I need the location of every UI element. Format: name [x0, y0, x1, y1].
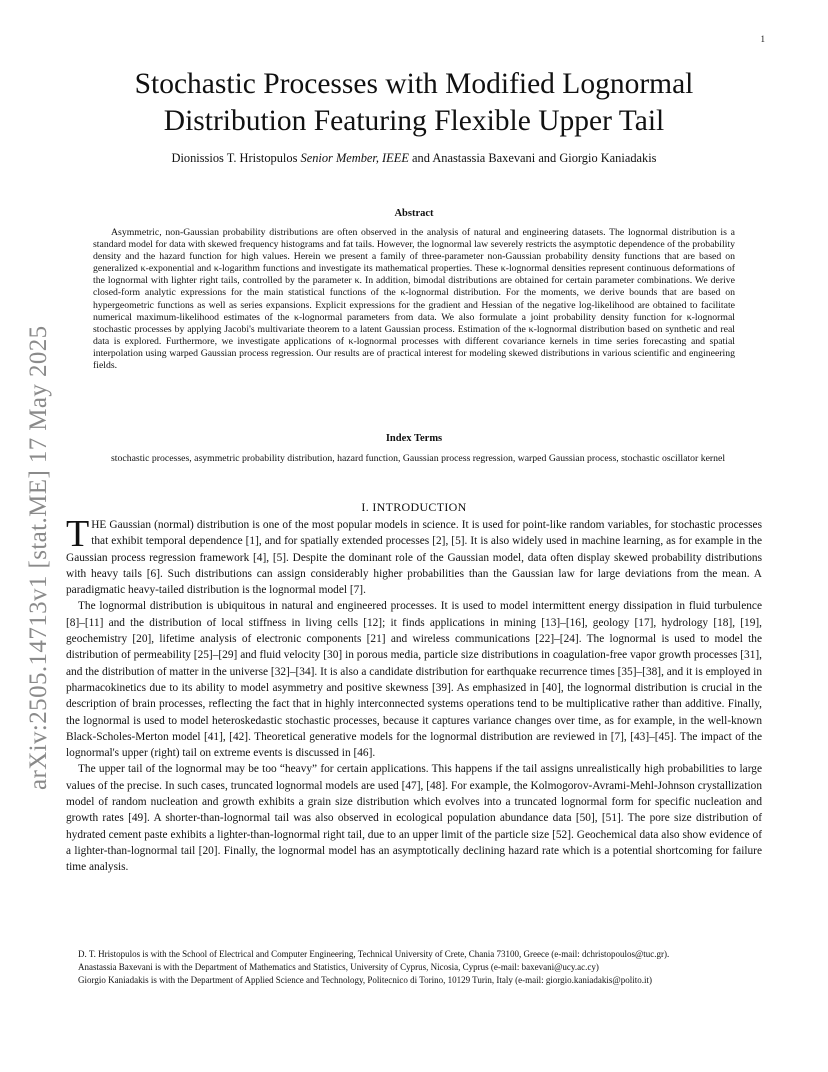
abstract-heading: Abstract — [394, 208, 434, 219]
author-line — [60, 151, 768, 166]
paper-title: Stochastic Processes with Modified Lognormal Distribution Featuring Flexible Upper Tail — [134, 68, 694, 137]
author-footnotes — [66, 948, 762, 988]
index-terms-heading: Index Terms — [385, 433, 443, 444]
drop-cap: T — [66, 513, 90, 555]
author-name: Anastassia Baxevani — [432, 151, 536, 165]
author-connector: and — [538, 151, 557, 165]
arxiv-identifier-stamp: arXiv:2505.14713v1 [stat.ME] 17 May 2025 — [25, 325, 52, 790]
page-number: 1 — [760, 34, 765, 44]
footnote: Anastassia Baxevani is with the Department of Mathematics and Statistics, University of Cyprus, Nicosia, Cyprus (e-mail: baxevani@ucy.ac.cy) — [78, 962, 599, 973]
author-role: Senior Member, IEEE — [300, 151, 409, 165]
index-terms-text: stochastic processes, asymmetric probability distribution, hazard function, Gaussian process regression, warped Gaussian process, stochastic oscillator kernel — [111, 453, 726, 464]
footnote: D. T. Hristopulos is with the School of Electrical and Computer Engineering, Technical University of Crete, Chania 73100, Greece (e-mail: dchristopoulos@tuc.gr). — [78, 949, 670, 959]
paragraph: The lognormal distribution is ubiquitous in natural and engineered processes. It is used to model intermittent energy dissipation in fluid turbulence [8]–[11] and the distribution of local stiffness in living cells [12]; it finds applications in mining [13]–[16], geology [17], hydrology [18], [19], geochemistry [20], lifetime analysis of electronic components [21] and wireless communications [22]–[24]. The lognormal is used to model the distribution of permeability [25]–[29] and fluid velocity [30] in porous media, particle size distributions in coagulation-free vapor growth processes [31], and the distribution of matter in the universe [32]–[34]. It is also a candidate distribution for earthquake recurrence times [35]–[38], and it is employed in pharmacokinetics due to its ability to model asymmetry and positive skewness [39]. As emphasized in [40], the lognormal distribution is crucial in the description of brain processes, reflecting the fact that in highly interconnected systems operations tend to be multiplicative rather than additive. Finally, the lognormal is used to model heteroskedastic stochastic processes, because it captures variance changes over time, as for example, in the well-known Black-Scholes-Merton model [41], [42]. Theoretical generative models for the lognormal distribution are reviewed in [7], [43]–[45]. The impact of the lognormal's upper (right) tail on extreme events is discussed in [46]. — [66, 600, 762, 760]
author-name: Dionissios T. Hristopulos — [171, 151, 298, 165]
author-name: Giorgio Kaniadakis — [559, 151, 657, 165]
paragraph-text: HE Gaussian (normal) distribution is one of the most popular models in science. It is used for point-like random variables, for stochastic processes that exhibit temporal dependence [1], and for spatially extended processes [2], [5]. It is also widely used in machine learning, as for example in the Gaussian process regression framework [4], [5]. Despite the dominant role of the Gaussian model, data often display skewed probability distributions with heavy tails [6]. Such distributions can assign considerably higher probabilities than the Gaussian law for large deviations from the mean. A paradigmatic heavy-tailed distribution is the lognormal model [7]. — [66, 519, 762, 597]
footnote: Giorgio Kaniadakis is with the Department of Applied Science and Technology, Politecnico di Torino, 10129 Turin, Italy (e-mail: giorgio.kaniadakis@polito.it) — [78, 975, 652, 986]
author-connector: and — [412, 151, 430, 165]
paragraph — [66, 513, 762, 598]
section-heading-introduction: I. INTRODUCTION — [361, 500, 467, 514]
abstract-text: Asymmetric, non-Gaussian probability distributions are often observed in the analysis of natural and engineering datasets. The lognormal distribution is a standard model for data with skewed frequency histograms and fat tails. However, the lognormal law severely restricts the asymptotic dependence of the probability density and the hazard function for high values. Herein we present a family of three-parameter non-Gaussian probability density functions that are based on generalized κ-exponential and κ-logarithm functions and investigate its mathematical properties. These κ-lognormal densities represent continuous deformations of the lognormal with lighter right tails, controlled by the parameter κ. In addition, bimodal distributions are obtained for certain parameter combinations. We derive closed-form analytic expressions for the main statistical functions of the κ-lognormal distribution. For the moments, we derive bounds that are based on hypergeometric functions as well as series expansions. Explicit expressions for the gradient and Hessian of the negative log-likelihood are obtained to facilitate numerical maximum-likelihood estimates of the κ-lognormal parameters from data. We also formulate a joint probability density function for κ-lognormal stochastic processes by applying Jacobi's multivariate theorem to a latent Gaussian process. Estimation of the κ-lognormal distribution based on synthetic and real data is explored. Furthermore, we investigate applications of κ-lognormal processes with different covariance kernels in time series forecasting and spatial interpolation using warped Gaussian process regression. Our results are of practical interest for modeling skewed distributions in various scientific and engineering fields. — [93, 227, 735, 372]
paragraph: The upper tail of the lognormal may be too “heavy” for certain applications. This happens if the tail assigns unrealistically high probabilities to large values of the precise. In such cases, truncated lognormal models are used [47], [48]. For example, the Kolmogorov-Avrami-Mehl-Johnson crystallization model of random nucleation and growth exhibits a grain size distribution which evolves into a truncated lognormal form for specific nucleation and growth rates [49]. A shorter-than-lognormal tail was also observed in ecological population abundance data [50], [51]. The pore size distribution of hydrated cement paste exhibits a lighter-than-lognormal right tail, due to an upper limit of the particle size [52]. Geochemical data also show evidence of a lighter-than-lognormal tail [20]. Finally, the lognormal model has an asymptotically declining hazard rate which is a potential shortcoming for failure time analysis. — [66, 763, 762, 874]
introduction-body — [66, 513, 762, 876]
